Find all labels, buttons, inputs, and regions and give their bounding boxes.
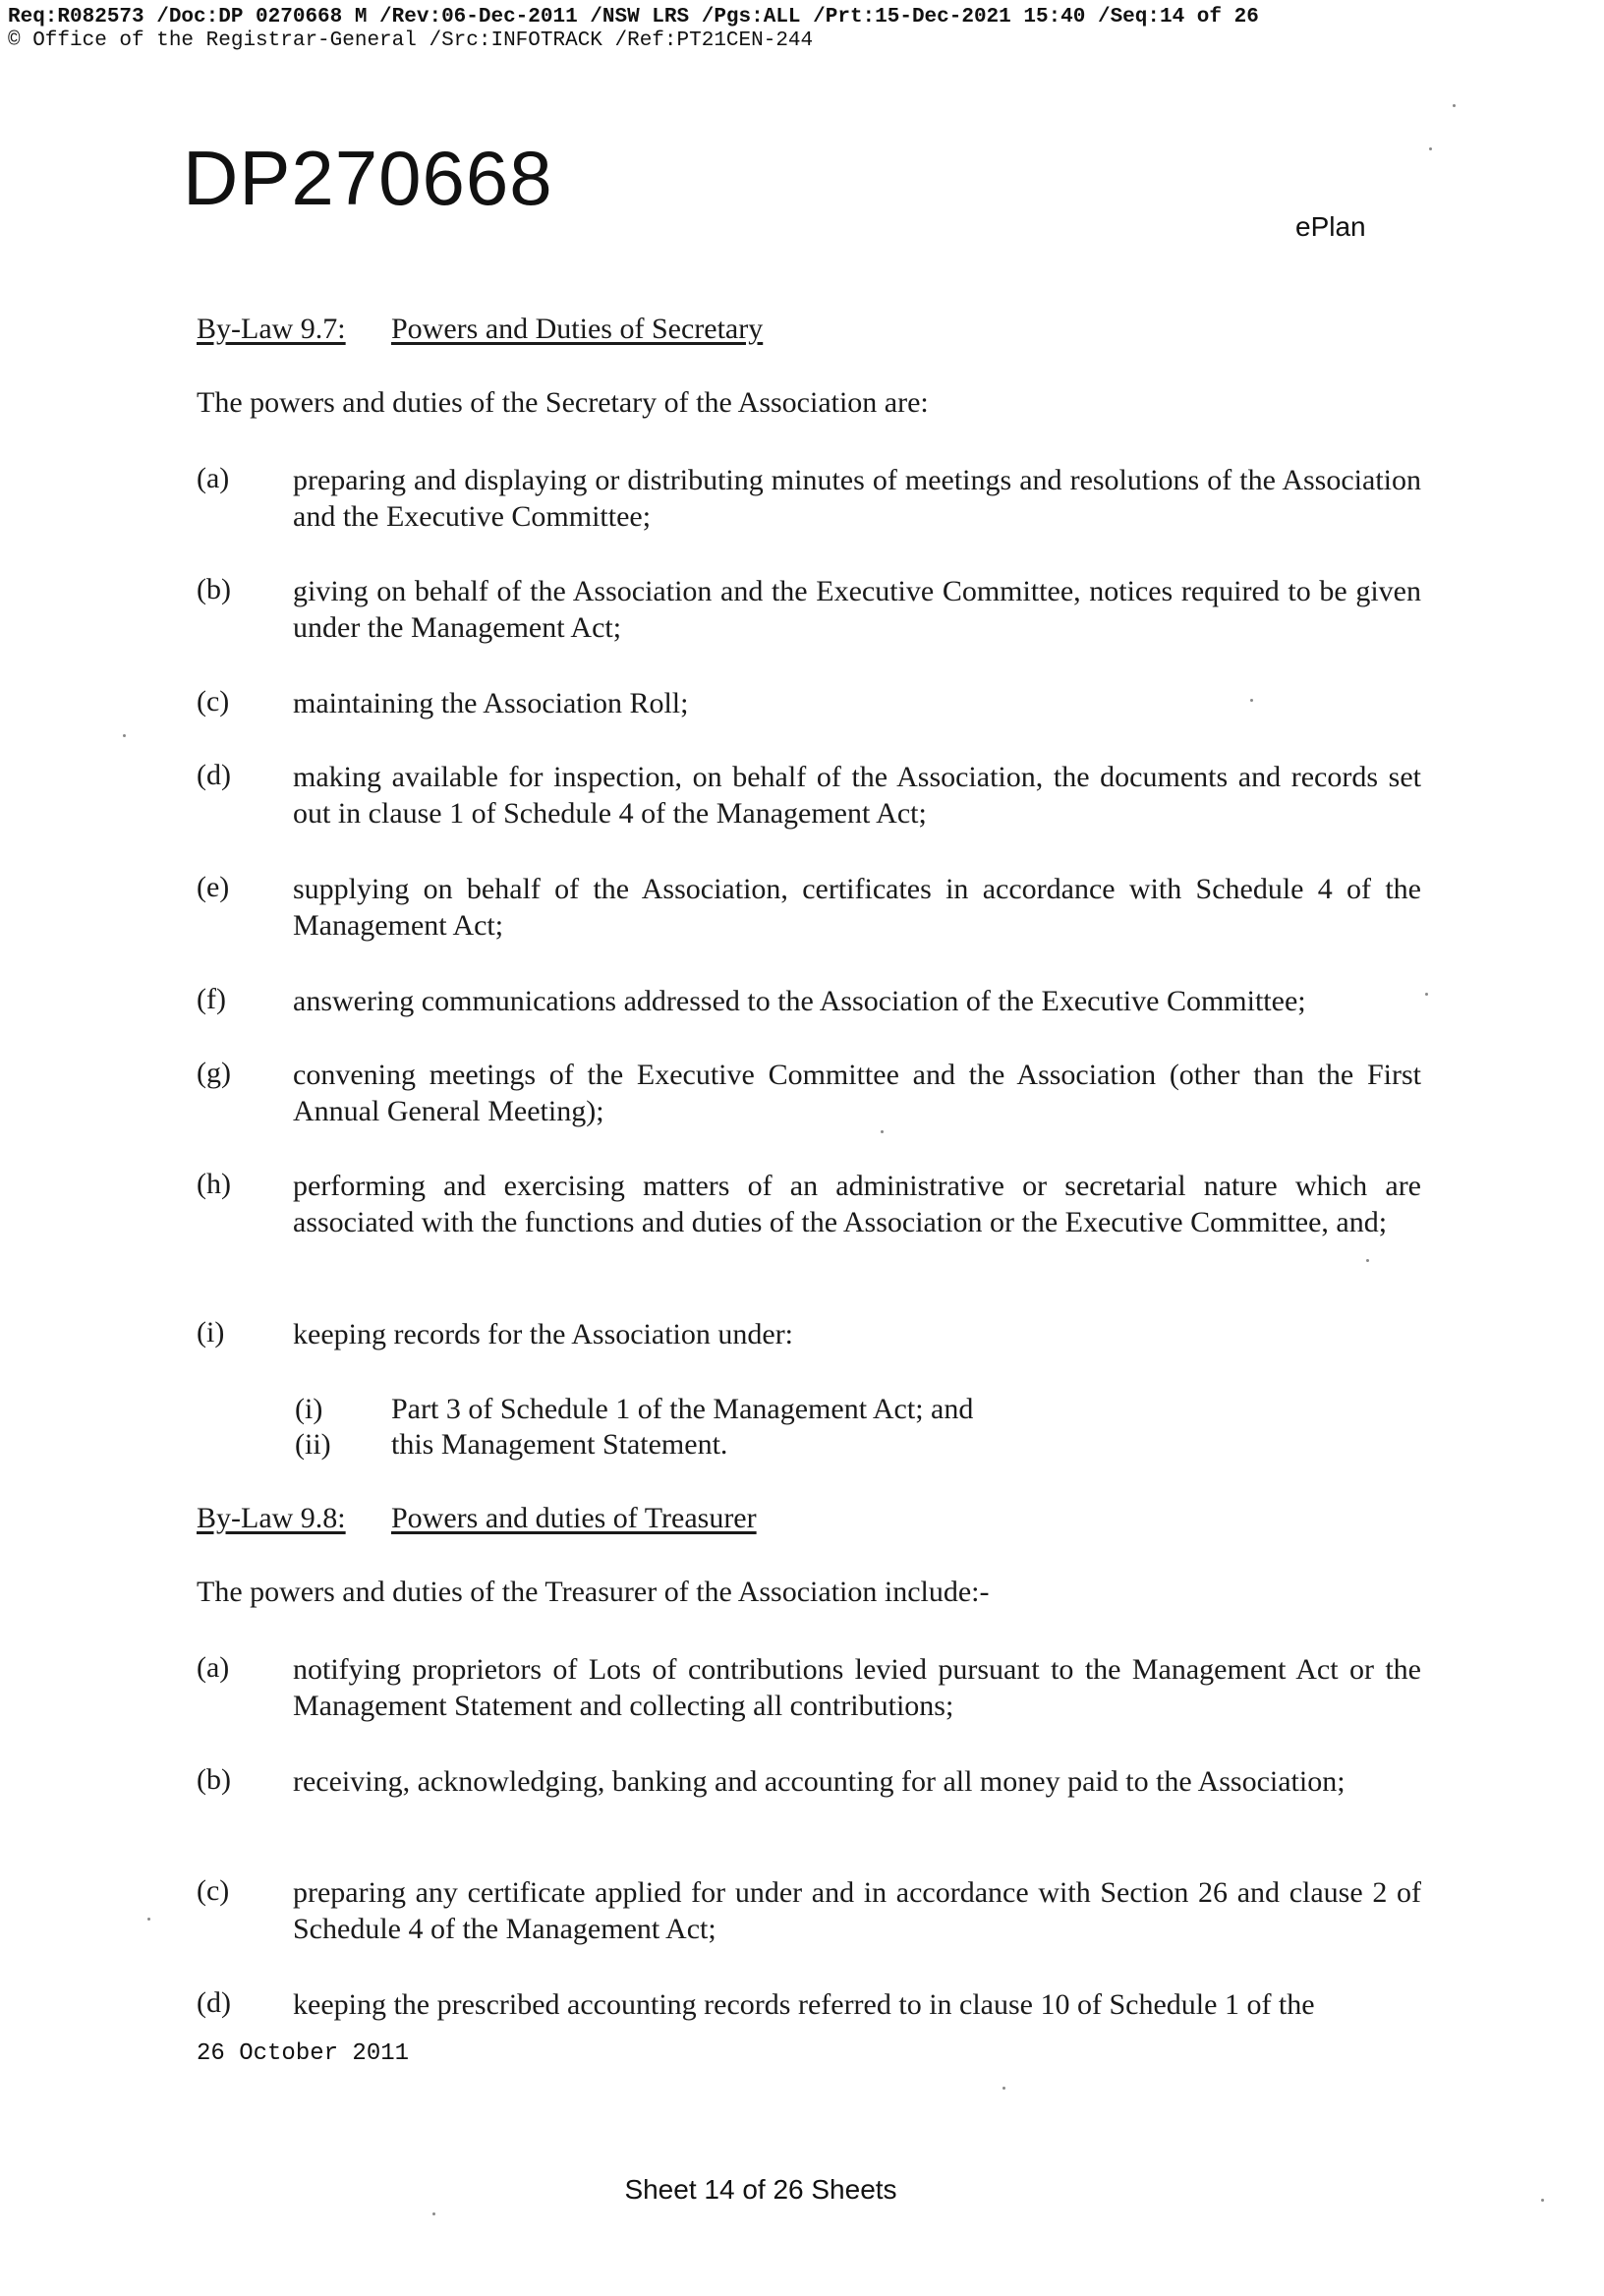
item-text: making available for inspection, on behalf of the Association, the documents and records set out in clause 1 of Schedule 4 of the Management Act; (293, 761, 1421, 830)
scan-speck (123, 734, 126, 737)
scan-speck (1366, 1259, 1369, 1262)
item-marker: (a) (197, 1651, 230, 1684)
subitem-marker: (ii) (295, 1428, 331, 1461)
item-marker: (c) (197, 685, 230, 718)
item-marker: (e) (197, 871, 230, 903)
bylaw-98-title: Powers and duties of Treasurer (391, 1502, 757, 1534)
deposited-plan-number: DP270668 (183, 135, 553, 221)
item-text: notifying proprietors of Lots of contributions levied pursuant to the Management Act or the Management Statement and collecting all contributions; (293, 1653, 1421, 1722)
copyright-source-line: © Office of the Registrar-General /Src:INFOTRACK /Ref:PT21CEN-244 (8, 29, 814, 52)
item-text: receiving, acknowledging, banking and accounting for all money paid to the Association; (293, 1765, 1346, 1798)
item-text: convening meetings of the Executive Committee and the Association (other than the First Annual General Meeting); (293, 1059, 1421, 1127)
item-text: answering communications addressed to the Association of the Executive Committee; (293, 985, 1306, 1017)
subitem-marker: (i) (295, 1393, 323, 1425)
scan-speck (432, 2212, 435, 2215)
scan-speck (1002, 2087, 1005, 2090)
item-text: performing and exercising matters of an administrative or secretarial nature which are associated with the functions and duties of the Association or the Executive Committee, and; (293, 1170, 1421, 1238)
item-marker: (g) (197, 1057, 231, 1089)
document-request-header: Req:R082573 /Doc:DP 0270668 M /Rev:06-Dec-2011 /NSW LRS /Pgs:ALL /Prt:15-Dec-2021 15:40 /Seq:14 of 26 (8, 6, 1259, 29)
item-marker: (d) (197, 1986, 231, 2019)
item-marker: (f) (197, 983, 226, 1015)
sheet-number: Sheet 14 of 26 Sheets (624, 2174, 897, 2205)
bylaw-98-number: By-Law 9.8: (197, 1502, 346, 1534)
scan-speck (1429, 147, 1432, 150)
bylaw-97-number: By-Law 9.7: (197, 313, 346, 345)
item-marker: (i) (197, 1316, 225, 1349)
item-text: keeping records for the Association under: (293, 1318, 794, 1350)
item-text: maintaining the Association Roll; (293, 687, 689, 719)
scan-speck (1541, 2199, 1544, 2202)
scan-speck (1250, 699, 1253, 702)
bylaw-98-intro: The powers and duties of the Treasurer of the Association include:- (197, 1576, 990, 1608)
item-text: preparing any certificate applied for under and in accordance with Section 26 and clause 2 of Schedule 4 of the Management Act; (293, 1876, 1421, 1945)
item-text: keeping the prescribed accounting records referred to in clause 10 of Schedule 1 of the (293, 1988, 1315, 2021)
item-marker: (d) (197, 759, 231, 791)
scan-speck (881, 1130, 884, 1133)
subitem-text: this Management Statement. (391, 1428, 728, 1461)
bylaw-97-intro: The powers and duties of the Secretary of the Association are: (197, 386, 929, 419)
item-marker: (b) (197, 573, 231, 605)
scan-speck (1453, 104, 1456, 107)
item-text: supplying on behalf of the Association, certificates in accordance with Schedule 4 of the Management Act; (293, 873, 1421, 942)
scan-speck (147, 1918, 150, 1921)
eplan-label: ePlan (1295, 211, 1366, 242)
item-text: giving on behalf of the Association and the Executive Committee, notices required to be given under the Management Act; (293, 575, 1421, 644)
item-marker: (b) (197, 1763, 231, 1796)
subitem-text: Part 3 of Schedule 1 of the Management Act; and (391, 1393, 974, 1425)
scan-speck (1425, 993, 1428, 996)
item-marker: (a) (197, 462, 230, 494)
item-marker: (h) (197, 1168, 231, 1200)
item-text: preparing and displaying or distributing minutes of meetings and resolutions of the Association and the Executive Committee; (293, 464, 1421, 533)
document-date: 26 October 2011 (197, 2040, 410, 2067)
bylaw-97-title: Powers and Duties of Secretary (391, 313, 764, 345)
item-marker: (c) (197, 1874, 230, 1907)
